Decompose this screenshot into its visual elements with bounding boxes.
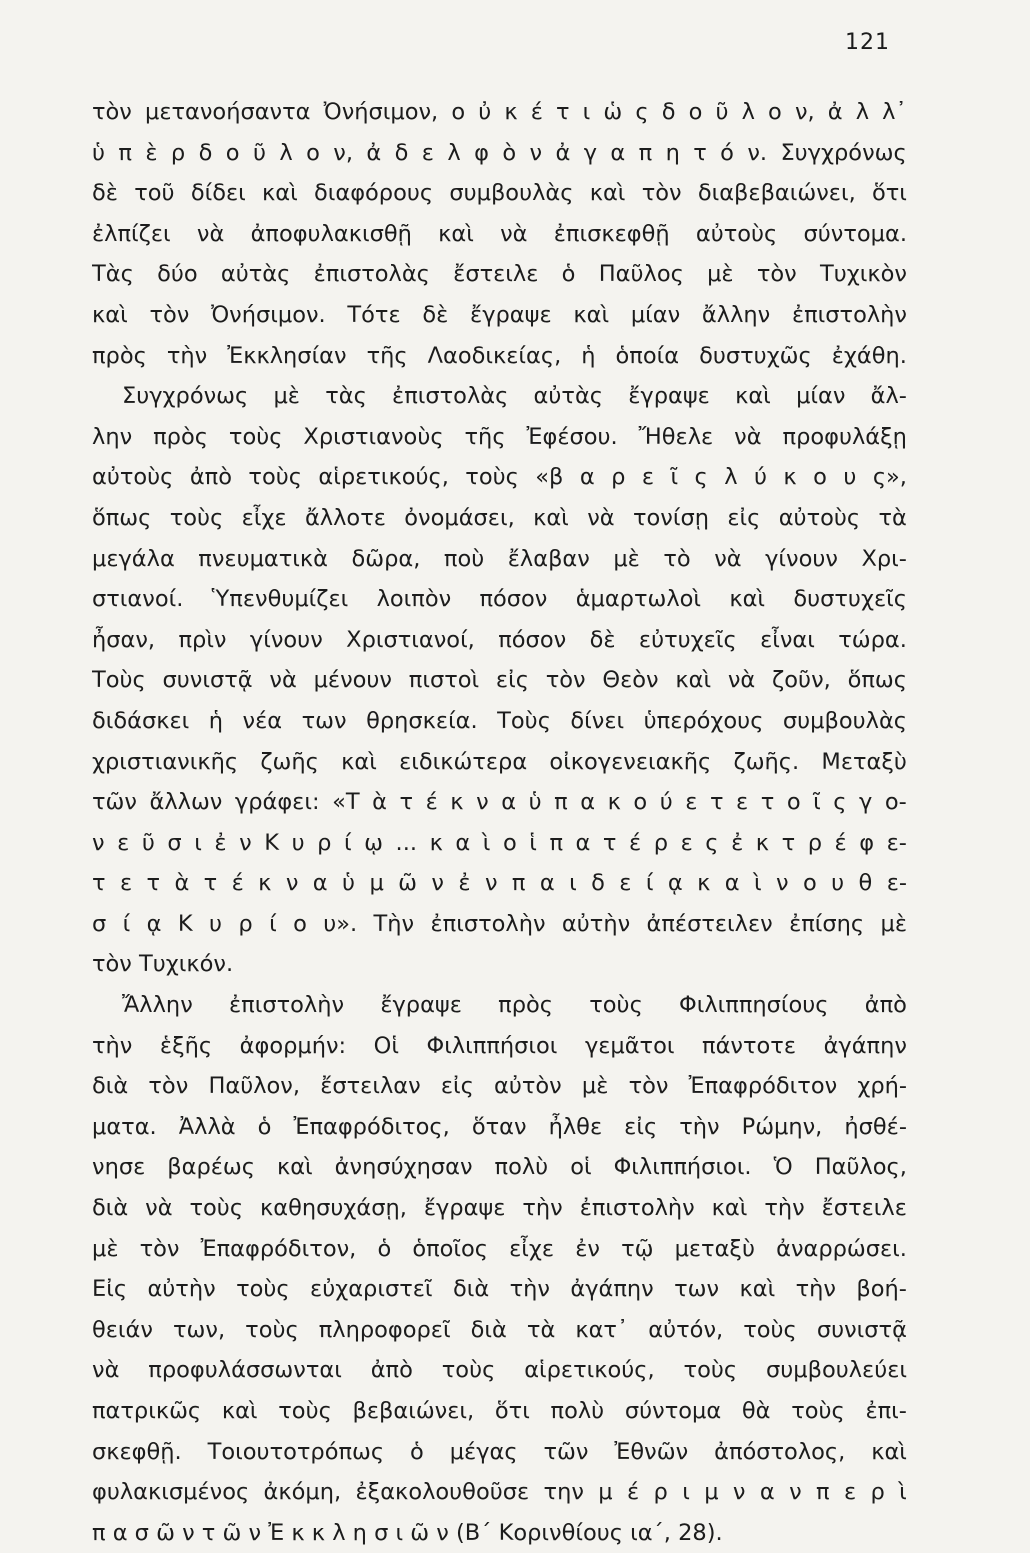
text-line-11: ὅπως τοὺς εἶχε ἄλλοτε ὀνομάσει, καὶ νὰ τονίσῃ εἰς αὐτοὺς τὰ	[92, 504, 907, 531]
text-line-21: σ ί ᾳ Κ υ ρ ί ο υ». Τὴν ἐπιστολὴν αὐτὴν ἀπέστειλεν ἐπίσης μὲ	[92, 910, 907, 937]
text-line-3: δὲ τοῦ δίδει καὶ διαφόρους συμβουλὰς καὶ τὸν διαβεβαιώνει, ὅτι	[92, 180, 907, 207]
text-line-33: πατρικῶς καὶ τοὺς βεβαιώνει, ὅτι πολὺ σύντομα θὰ τοὺς ἐπι-	[92, 1398, 907, 1424]
text-line-9: λην πρὸς τοὺς Χριστιανοὺς τῆς Ἐφέσου. Ἤθελε νὰ προφυλάξῃ	[92, 423, 907, 450]
text-line-16: διδάσκει ἡ νέα των θρησκεία. Τοὺς δίνει ὑπερόχους συμβουλὰς	[92, 707, 907, 734]
text-line-20: τ ε τ ὰ τ έ κ ν α ὑ μ ῶ ν ἐ ν π α ι δ ε ί ᾳ κ α ὶ ν ο υ θ ε-	[92, 870, 907, 897]
body-text	[92, 92, 907, 1553]
text-line-17: χριστιανικῆς ζωῆς καὶ ειδικώτερα οἰκογενειακῆς ζωῆς. Μεταξὺ	[92, 748, 907, 775]
text-line-12: μεγάλα πνευματικὰ δῶρα, ποὺ ἔλαβαν μὲ τὸ νὰ γίνουν Χρι-	[92, 545, 907, 572]
text-line-2: ὑ π ὲ ρ δ ο ῦ λ ο ν, ἀ δ ε λ φ ὸ ν ἀ γ α π η τ ό ν. Συγχρόνως	[92, 139, 907, 166]
page-number: 121	[845, 30, 890, 55]
text-line-14: ἦσαν, πρὶν γίνουν Χριστιανοί, πόσον δὲ εὐτυχεῖς εἶναι τώρα.	[92, 626, 907, 653]
text-line-34: σκεφθῇ. Τοιουτοτρόπως ὁ μέγας τῶν Ἐθνῶν ἀπόστολος, καὶ	[92, 1438, 907, 1465]
text-line-19: ν ε ῦ σ ι ἐ ν Κ υ ρ ί ῳ ... κ α ὶ ο ἱ π α τ έ ρ ε ς ἐ κ τ ρ έ φ ε-	[92, 829, 907, 856]
text-line-27: νησε βαρέως καὶ ἀνησύχησαν πολὺ οἱ Φιλιππήσιοι. Ὁ Παῦλος,	[92, 1154, 907, 1181]
text-line-30: Εἰς αὐτὴν τοὺς εὐχαριστεῖ διὰ τὴν ἀγάπην των καὶ τὴν βοή-	[92, 1276, 907, 1303]
text-line-35: φυλακισμένος ἀκόμη, ἐξακολουθοῦσε την μ έ ρ ι μ ν α ν π ε ρ ὶ	[92, 1479, 907, 1506]
text-line-1: τὸν μετανοήσαντα Ὀνήσιμον, ο ὐ κ έ τ ι ὡ ς δ ο ῦ λ ο ν, ἀ λ λ᾽	[92, 99, 907, 125]
text-line-5: Τὰς δύο αὐτὰς ἐπιστολὰς ἔστειλε ὁ Παῦλος μὲ τὸν Τυχικὸν	[92, 261, 907, 288]
text-line-26: ματα. Ἀλλὰ ὁ Ἐπαφρόδιτος, ὅταν ἦλθε εἰς τὴν Ρώμην, ἠσθέ-	[92, 1113, 907, 1140]
text-line-15: Τοὺς συνιστᾷ νὰ μένουν πιστοὶ εἰς τὸν Θεὸν καὶ νὰ ζοῦν, ὅπως	[92, 667, 907, 694]
text-line-32: νὰ προφυλάσσωνται ἀπὸ τοὺς αἱρετικούς, τοὺς συμβουλεύει	[92, 1357, 907, 1384]
text-line-23: Ἄλλην ἐπιστολὴν ἔγραψε πρὸς τοὺς Φιλιππησίους ἀπὸ	[122, 992, 907, 1019]
text-line-31: θειάν των, τοὺς πληροφορεῖ διὰ τὰ κατ᾽ αὐτόν, τοὺς συνιστᾷ	[92, 1316, 907, 1343]
text-line-8: Συγχρόνως μὲ τὰς ἐπιστολὰς αὐτὰς ἔγραψε καὶ μίαν ἄλ-	[122, 383, 907, 410]
text-line-10: αὐτοὺς ἀπὸ τοὺς αἱρετικούς, τοὺς «β α ρ ε ῖ ς λ ύ κ ο υ ς»,	[92, 464, 907, 491]
text-line-24: τὴν ἑξῆς ἀφορμήν: Οἱ Φιλιππήσιοι γεμᾶτοι πάντοτε ἀγάπην	[92, 1032, 907, 1059]
text-line-13: στιανοί. Ὑπενθυμίζει λοιπὸν πόσον ἁμαρτωλοὶ καὶ δυστυχεῖς	[92, 586, 907, 613]
text-line-28: διὰ νὰ τοὺς καθησυχάσῃ, ἔγραψε τὴν ἐπιστολὴν καὶ τὴν ἔστειλε	[92, 1195, 907, 1222]
text-line-22: τὸν Τυχικόν.	[92, 951, 234, 978]
text-line-25: διὰ τὸν Παῦλον, ἔστειλαν εἰς αὐτὸν μὲ τὸν Ἐπαφρόδιτον χρή-	[92, 1073, 907, 1100]
text-line-29: μὲ τὸν Ἐπαφρόδιτον, ὁ ὁποῖος εἶχε ἐν τῷ μεταξὺ ἀναρρώσει.	[92, 1235, 907, 1262]
text-line-4: ἐλπίζει νὰ ἀποφυλακισθῇ καὶ νὰ ἐπισκεφθῇ αὐτοὺς σύντομα.	[92, 220, 907, 247]
text-line-18: τῶν ἄλλων γράφει: «Τ ὰ τ έ κ ν α ὑ π α κ ο ύ ε τ ε τ ο ῖ ς γ ο-	[92, 789, 907, 816]
text-line-36: π α σ ῶ ν τ ῶ ν Ἐ κ κ λ η σ ι ῶ ν (Β´ Κορινθίους ια´, 28).	[92, 1519, 723, 1546]
text-line-7: πρὸς τὴν Ἐκκλησίαν τῆς Λαοδικείας, ἡ ὁποία δυστυχῶς ἐχάθη.	[92, 342, 907, 369]
text-line-6: καὶ τὸν Ὀνήσιμον. Τότε δὲ ἔγραψε καὶ μίαν ἄλλην ἐπιστολὴν	[92, 301, 907, 328]
